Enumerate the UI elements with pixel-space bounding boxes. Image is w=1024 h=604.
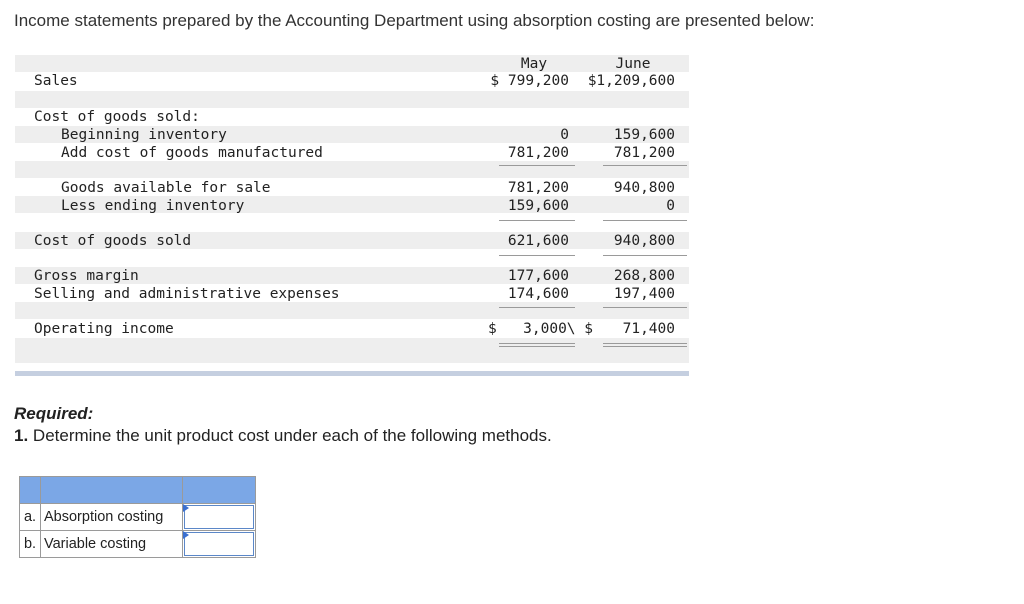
row-band bbox=[15, 55, 689, 72]
subtotal-rule bbox=[499, 165, 575, 166]
answer-row-absorption bbox=[20, 504, 256, 531]
input-box[interactable] bbox=[184, 532, 254, 556]
answer-row-variable bbox=[20, 531, 256, 558]
marker-triangle-icon bbox=[183, 531, 189, 539]
label-goods-available: Goods available for sale bbox=[61, 180, 271, 196]
subtotal-rule bbox=[603, 255, 687, 256]
operating-income-may: 3,000\ $ bbox=[523, 321, 593, 337]
row-band bbox=[15, 302, 689, 319]
label-sales: Sales bbox=[34, 73, 78, 89]
row-letter: b. bbox=[20, 531, 41, 558]
operating-income-may-dollar: $ bbox=[488, 321, 497, 337]
question-text bbox=[14, 426, 552, 446]
selling-admin-may: 174,600 bbox=[507, 286, 569, 302]
double-rule bbox=[603, 346, 687, 347]
header-may: May bbox=[520, 56, 548, 72]
double-rule bbox=[499, 343, 575, 344]
double-rule bbox=[603, 343, 687, 344]
subtotal-rule bbox=[499, 255, 575, 256]
goods-available-june: 940,800 bbox=[613, 180, 675, 196]
add-cost-may: 781,200 bbox=[507, 145, 569, 161]
ending-inventory-may: 159,600 bbox=[507, 198, 569, 214]
header-cell bbox=[20, 477, 41, 504]
question-body: Determine the unit product cost under each of the following methods. bbox=[32, 426, 552, 445]
subtotal-rule bbox=[603, 165, 687, 166]
selling-admin-june: 197,400 bbox=[613, 286, 675, 302]
variable-costing-input[interactable] bbox=[183, 531, 256, 558]
add-cost-june: 781,200 bbox=[613, 145, 675, 161]
cogs-june: 940,800 bbox=[613, 233, 675, 249]
row-letter: a. bbox=[20, 504, 41, 531]
operating-income-june: 71,400 bbox=[622, 321, 675, 337]
label-selling-admin: Selling and administrative expenses bbox=[34, 286, 340, 302]
row-band bbox=[15, 91, 689, 108]
input-box[interactable] bbox=[184, 505, 254, 529]
required-heading: Required: bbox=[14, 404, 94, 423]
label-beginning-inventory: Beginning inventory bbox=[61, 127, 227, 143]
gross-margin-june: 268,800 bbox=[613, 268, 675, 284]
subtotal-rule bbox=[603, 220, 687, 221]
label-ending-inventory: Less ending inventory bbox=[61, 198, 245, 214]
intro-text: Income statements prepared by the Accounting Department using absorption costing are presented below: bbox=[14, 11, 815, 30]
row-band bbox=[15, 338, 689, 363]
sales-may: $ 799,200 bbox=[490, 73, 569, 89]
question-number: 1. bbox=[14, 426, 29, 445]
subtotal-rule bbox=[499, 307, 575, 308]
header-june: June bbox=[615, 56, 651, 72]
answer-table bbox=[19, 476, 256, 558]
goods-available-may: 781,200 bbox=[507, 180, 569, 196]
gross-margin-may: 177,600 bbox=[507, 268, 569, 284]
subtotal-rule bbox=[603, 307, 687, 308]
section-divider bbox=[15, 371, 689, 376]
label-gross-margin: Gross margin bbox=[34, 268, 139, 284]
label-cogs: Cost of goods sold bbox=[34, 233, 192, 249]
row-label: Variable costing bbox=[41, 531, 183, 558]
marker-triangle-icon bbox=[183, 504, 189, 512]
header-cell bbox=[183, 477, 256, 504]
answer-table-header bbox=[20, 477, 256, 504]
double-rule bbox=[499, 346, 575, 347]
header-cell bbox=[41, 477, 183, 504]
label-add-cost: Add cost of goods manufactured bbox=[61, 145, 323, 161]
beginning-inventory-may: 0 bbox=[560, 127, 569, 143]
cogs-may: 621,600 bbox=[507, 233, 569, 249]
label-operating-income: Operating income bbox=[34, 321, 174, 337]
ending-inventory-june: 0 bbox=[666, 198, 675, 214]
sales-june: $1,209,600 bbox=[587, 73, 675, 89]
absorption-costing-input[interactable] bbox=[183, 504, 256, 531]
subtotal-rule bbox=[499, 220, 575, 221]
label-cogs-header: Cost of goods sold: bbox=[34, 109, 200, 125]
row-label: Absorption costing bbox=[41, 504, 183, 531]
row-band bbox=[15, 161, 689, 178]
beginning-inventory-june: 159,600 bbox=[613, 127, 675, 143]
